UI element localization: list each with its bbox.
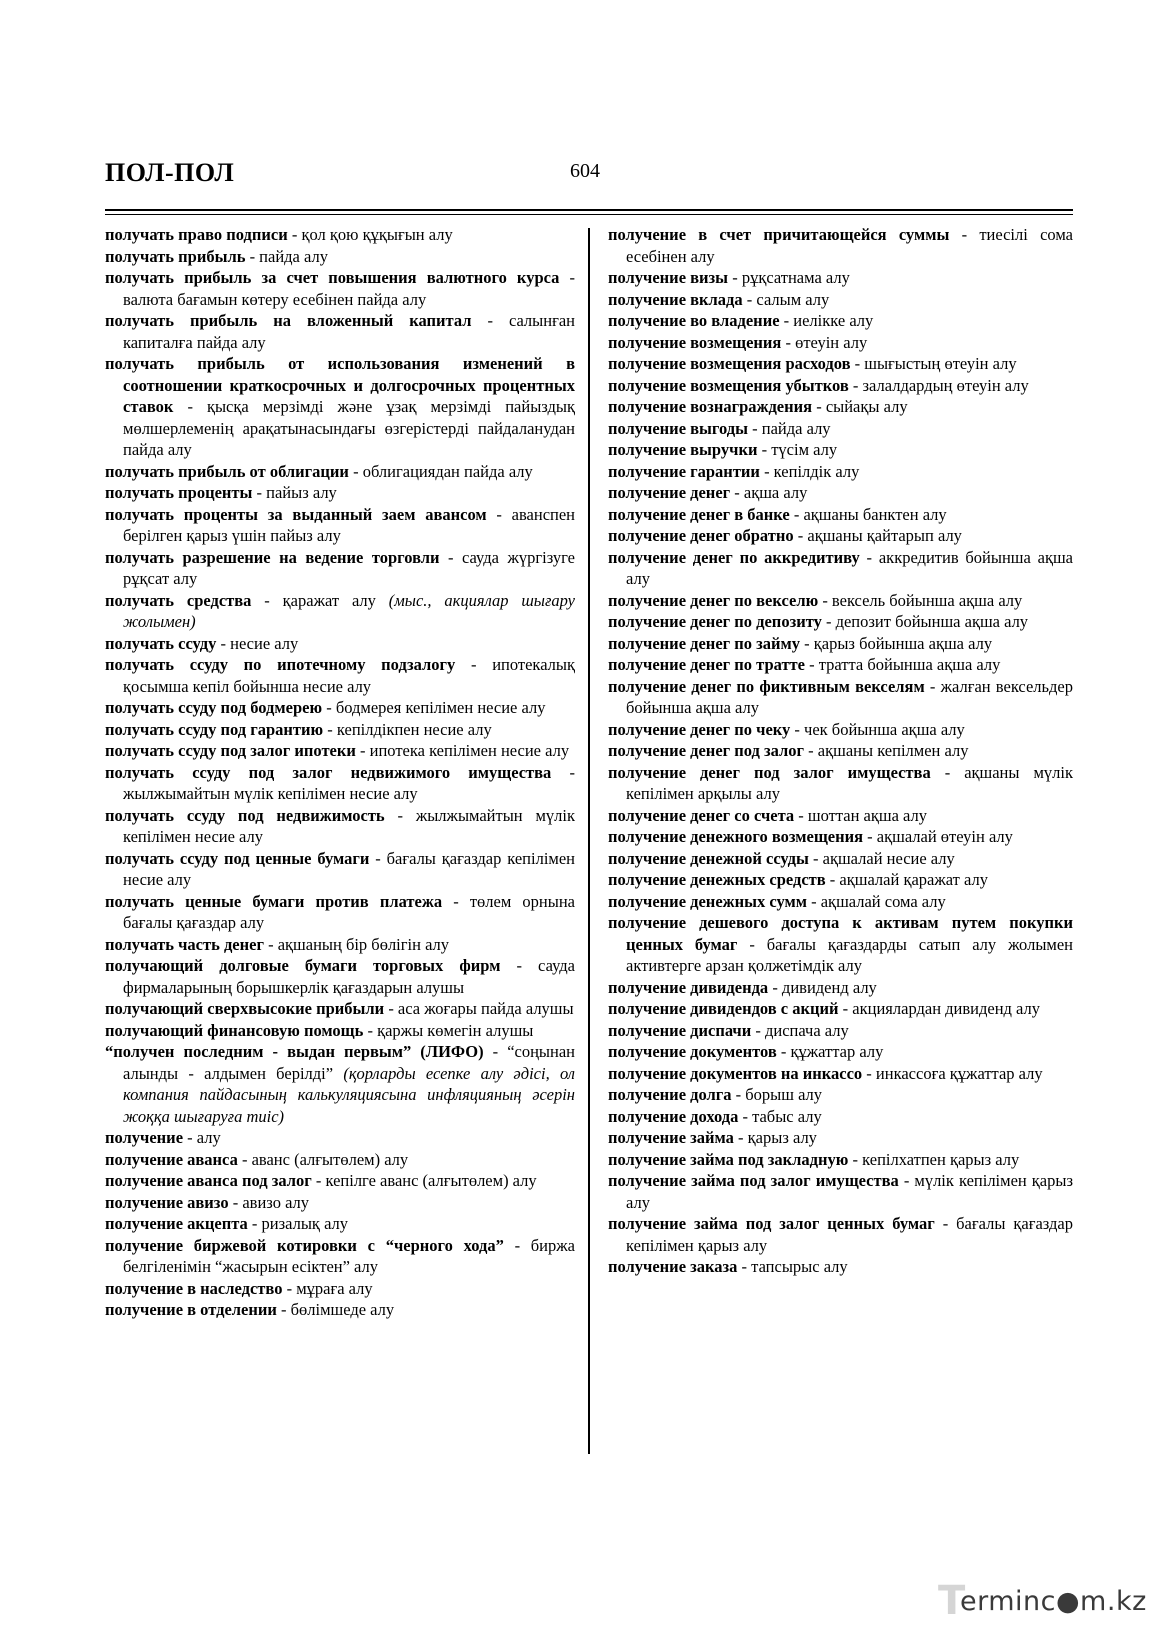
dictionary-entry <box>608 676 1073 719</box>
entry-term: получение дивидендов с акций <box>608 999 839 1018</box>
dictionary-entry <box>608 267 1073 289</box>
dictionary-entry <box>608 310 1073 332</box>
entry-term: получение дохода <box>608 1106 739 1126</box>
entry-term: получать ценные бумаги против платежа <box>105 891 443 911</box>
dictionary-entry <box>608 461 1073 483</box>
entry-term: получать прибыль на вложенный капитал <box>105 311 472 330</box>
entry-term: получать разрешение на ведение торговли <box>105 547 440 567</box>
entry-term: получение возмещения <box>608 332 782 352</box>
right-column <box>608 224 1073 1278</box>
entry-term: получать ссуду по ипотечному подзалогу <box>105 655 456 674</box>
dictionary-entry <box>105 1299 575 1321</box>
header-rule-thick <box>105 209 1073 211</box>
dictionary-entry <box>608 1084 1073 1106</box>
entry-translation: - пайда алу <box>748 418 831 438</box>
entry-translation: - “соңынан алынды - алдымен берілді” <box>123 1042 575 1083</box>
entry-term: получение займа под закладную <box>608 1149 849 1169</box>
dictionary-entry <box>608 439 1073 461</box>
entry-translation: - қаржы көмегін алушы <box>363 1020 534 1040</box>
entry-term: получение денег <box>608 483 731 502</box>
dictionary-entry <box>105 848 575 891</box>
entry-term: получение в наследство <box>105 1278 283 1298</box>
entry-term: получение денег по чеку <box>608 719 791 739</box>
dictionary-entry <box>105 482 575 504</box>
dictionary-entry <box>105 267 575 310</box>
entry-term: получать проценты <box>105 483 253 502</box>
entry-translation: - иелікке алу <box>779 311 874 330</box>
dictionary-entry <box>608 332 1073 354</box>
dictionary-entry <box>608 1127 1073 1149</box>
entry-translation: - ақша алу <box>730 483 808 502</box>
entry-translation: - ипотека кепілімен несие алу <box>355 741 570 760</box>
entry-term: получение денег по депозиту <box>608 612 822 631</box>
entry-term: получать ссуду под залог ипотеки <box>105 741 356 760</box>
entry-term: получение денег под залог имущества <box>608 762 931 782</box>
entry-translation: - ақшалай несие алу <box>808 848 955 868</box>
entry-translation: - ақшаны кепілмен алу <box>804 741 969 760</box>
entry-translation: - сауда фирмаларының борышкерлік қағаздарын алушы <box>123 956 575 997</box>
entry-term: “получен последним - выдан первым” (ЛИФО) <box>105 1042 484 1061</box>
entry-term: получение в отделении <box>105 1300 277 1319</box>
entry-term: получение денег по фиктивным векселям <box>608 676 925 696</box>
entry-term: получение выручки <box>608 440 758 459</box>
dictionary-entry <box>608 482 1073 504</box>
dictionary-entry <box>105 1127 575 1149</box>
entry-translation: - аванспен берілген қарыз үшін пайыз алу <box>123 504 576 545</box>
dictionary-entry <box>105 805 575 848</box>
dictionary-entry <box>608 719 1073 741</box>
entry-term: получать часть денег <box>105 934 264 954</box>
entry-term: получать проценты за выданный заем авансом <box>105 504 487 524</box>
entry-term: получать средства <box>105 590 252 610</box>
dictionary-entry <box>105 934 575 956</box>
entry-translation: - борыш алу <box>731 1085 823 1104</box>
entry-term: получение денег по тратте <box>608 655 805 674</box>
entry-term: получать прибыль за счет повышения валютного курса <box>105 268 560 287</box>
dictionary-entry <box>105 590 575 633</box>
entry-term: получение авизо <box>105 1192 229 1212</box>
entry-term: получение займа под залог ценных бумаг <box>608 1214 935 1233</box>
entry-translation: - қаражат алу <box>251 590 389 610</box>
entry-translation: - қарыз бойынша ақша алу <box>800 633 993 653</box>
dictionary-entry <box>608 762 1073 805</box>
entry-translation: - құжаттар алу <box>776 1042 884 1061</box>
entry-translation: - мұраға алу <box>282 1278 373 1298</box>
dictionary-entry <box>608 740 1073 762</box>
entry-term: получение вознаграждения <box>608 397 813 416</box>
entry-translation: - ипотекалық қосымша кепіл бойынша несие алу <box>123 655 576 696</box>
dictionary-entry <box>608 977 1073 999</box>
entry-translation: - диспача алу <box>751 1020 849 1040</box>
dictionary-entry <box>608 1063 1073 1085</box>
entry-note: (қорларды есепке алу әдісі, ол компания пайдасының калькуляциясына инфляцияның әсерін жоққа шығаруға тиіс) <box>123 1063 576 1126</box>
entry-term: получающий долговые бумаги торговых фирм <box>105 956 501 975</box>
terminkom-logo <box>938 1578 1147 1626</box>
entry-term: получать ссуду под бодмерею <box>105 698 323 717</box>
entry-term: получающий финансовую помощь <box>105 1020 364 1040</box>
dictionary-entry <box>608 1020 1073 1042</box>
entry-term: получение визы <box>608 268 729 287</box>
header-title: ПОЛ-ПОЛ <box>105 158 235 187</box>
entry-term: получение документов на инкассо <box>608 1063 863 1083</box>
entry-term: получение документов <box>608 1042 777 1061</box>
entry-translation: - қол қою құқығын алу <box>287 225 453 244</box>
dictionary-entry <box>608 375 1073 397</box>
dictionary-entry <box>105 1192 575 1214</box>
entry-term: получать ссуду под недвижимость <box>105 805 385 825</box>
dictionary-entry <box>105 461 575 483</box>
entry-translation: - шоттан ақша алу <box>794 805 927 825</box>
entry-translation: - мүлік кепілімен қарыз алу <box>626 1171 1073 1212</box>
dictionary-entry <box>608 590 1073 612</box>
dictionary-entry <box>105 547 575 590</box>
entry-term: получение займа под залог имущества <box>608 1171 899 1190</box>
entry-term: получение выгоды <box>608 418 749 438</box>
entry-translation: - жылжымайтын мүлік кепілімен несие алу <box>123 762 575 803</box>
entry-translation: - дивиденд алу <box>768 977 877 997</box>
dictionary-entry <box>608 998 1073 1020</box>
entry-term: получать прибыль <box>105 246 246 266</box>
entry-term: получать право подписи <box>105 225 288 244</box>
entry-translation: - сауда жүргізуге рұқсат алу <box>123 547 575 588</box>
dictionary-entry <box>608 848 1073 870</box>
entry-term: получение дивиденда <box>608 977 769 997</box>
logo-text: erminc●m.kz <box>960 1586 1147 1617</box>
entry-term: получение денег по аккредитиву <box>608 547 860 567</box>
entry-term: получать прибыль от использования изменений в соотношении краткосрочных и долгосрочных процентных ставок <box>105 354 575 416</box>
entry-translation: - несие алу <box>216 633 299 653</box>
entry-translation: - ақшаны мүлік кепілімен арқылы алу <box>626 762 1074 803</box>
dictionary-entry <box>105 224 575 246</box>
entry-term: получение денежных средств <box>608 870 826 889</box>
dictionary-entry <box>105 353 575 461</box>
entry-translation: - ақшаның бір бөлігін алу <box>263 934 450 954</box>
entry-term: получение гарантии <box>608 461 760 481</box>
dictionary-entry <box>608 547 1073 590</box>
entry-term: получение акцепта <box>105 1214 248 1233</box>
entry-term: получение дешевого доступа к активам путем покупки ценных бумаг <box>608 913 1073 954</box>
entry-translation: - бодмерея кепілімен несие алу <box>322 698 546 717</box>
entry-translation: - бағалы қағаздар кепілімен қарыз алу <box>626 1214 1073 1255</box>
entry-term: получение денег в банке <box>608 504 790 524</box>
entry-translation: - ақшаны банктен алу <box>789 504 947 524</box>
entry-term: получение возмещения расходов <box>608 354 851 373</box>
dictionary-entry <box>105 1020 575 1042</box>
dictionary-entry <box>105 891 575 934</box>
entry-translation: - валюта бағамын көтеру есебінен пайда алу <box>123 268 576 309</box>
entry-term: получать ссуду под ценные бумаги <box>105 848 370 868</box>
entry-translation: - залалдардың өтеуін алу <box>848 375 1029 395</box>
dictionary-entry <box>608 1256 1073 1278</box>
entry-term: получение диспачи <box>608 1020 752 1040</box>
logo-initial: T <box>938 1578 966 1624</box>
entry-term: получение долга <box>608 1085 732 1104</box>
entry-term: получение денег по векселю <box>608 590 819 610</box>
entry-translation: - кепілдікпен несие алу <box>323 719 492 739</box>
entry-translation: - аванс (алғытөлем) алу <box>237 1149 409 1169</box>
entry-term: получать прибыль от облигации <box>105 461 349 481</box>
entry-translation: - пайда алу <box>245 246 328 266</box>
entry-translation: - депозит бойынша ақша алу <box>821 612 1029 631</box>
dictionary-entry <box>105 719 575 741</box>
entry-translation: - облигациядан пайда алу <box>348 461 533 481</box>
entry-term: получение <box>105 1128 184 1147</box>
entry-translation: - кепілге аванс (алғытөлем) алу <box>311 1171 537 1190</box>
entry-translation: - қарыз алу <box>733 1128 817 1147</box>
dictionary-entry <box>105 310 575 353</box>
entry-translation: - бөлімшеде алу <box>276 1300 395 1319</box>
entry-translation: - салым алу <box>742 289 830 309</box>
entry-term: получение денег под залог <box>608 741 805 760</box>
entry-term: получающий сверхвысокие прибыли <box>105 999 385 1018</box>
dictionary-entry <box>105 1041 575 1127</box>
dictionary-entry <box>608 912 1073 977</box>
dictionary-entry <box>105 740 575 762</box>
dictionary-entry <box>105 504 575 547</box>
entry-translation: - тапсырыс алу <box>737 1257 848 1276</box>
entry-term: получение денежного возмещения <box>608 827 864 846</box>
dictionary-entry <box>608 805 1073 827</box>
entry-translation: - вексель бойынша ақша алу <box>818 590 1023 610</box>
entry-term: получение в счет причитающейся суммы <box>608 225 950 244</box>
entry-translation: - ақшалай сома алу <box>806 891 946 911</box>
entry-note: (мыс., акциялар шығару жолымен) <box>123 590 576 631</box>
entry-translation: - сыйақы алу <box>812 397 908 416</box>
entry-translation: - кепілхатпен қарыз алу <box>848 1149 1020 1169</box>
entry-translation: - түсім алу <box>757 440 838 459</box>
entry-translation: - ақшаны қайтарып алу <box>793 526 962 545</box>
entry-term: получать ссуду под гарантию <box>105 719 324 739</box>
entry-translation: - салынған капиталға пайда алу <box>123 311 576 352</box>
entry-term: получение займа <box>608 1128 734 1147</box>
entry-translation: - чек бойынша ақша алу <box>790 719 965 739</box>
entry-term: получение денежных сумм <box>608 891 807 911</box>
dictionary-entry <box>608 1213 1073 1256</box>
entry-translation: - төлем орнына бағалы қағаздар алу <box>123 891 575 932</box>
entry-term: получать ссуду <box>105 633 217 653</box>
dictionary-entry <box>105 1213 575 1235</box>
entry-translation: - шығыстың өтеуін алу <box>850 354 1017 373</box>
entry-term: получение аванса <box>105 1149 238 1169</box>
dictionary-entry <box>105 1278 575 1300</box>
entry-term: получение денег со счета <box>608 805 795 825</box>
dictionary-entry <box>105 955 575 998</box>
column-divider <box>588 228 590 1454</box>
entry-term: получение денежной ссуды <box>608 848 809 868</box>
dictionary-entry <box>105 998 575 1020</box>
entry-translation: - тратта бойынша ақша алу <box>804 655 1001 674</box>
dictionary-entry <box>105 762 575 805</box>
entry-translation: - жылжымайтын мүлік кепілімен несие алу <box>123 805 575 846</box>
entry-term: получать ссуду под залог недвижимого имущества <box>105 762 552 782</box>
dictionary-entry <box>608 1170 1073 1213</box>
header-rule-thin <box>105 214 1073 215</box>
entry-term: получение во владение <box>608 311 780 330</box>
dictionary-entry <box>105 1170 575 1192</box>
dictionary-entry <box>608 396 1073 418</box>
entry-translation: - акциялардан дивиденд алу <box>838 999 1041 1018</box>
dictionary-entry <box>608 504 1073 526</box>
dictionary-entry <box>608 418 1073 440</box>
dictionary-entry <box>608 1149 1073 1171</box>
dictionary-entry <box>105 246 575 268</box>
entry-translation: - ақшалай қаражат алу <box>825 870 988 889</box>
entry-term: получение аванса под залог <box>105 1171 312 1190</box>
dictionary-entry <box>608 224 1073 267</box>
page-header <box>105 158 1073 206</box>
dictionary-entry <box>608 1041 1073 1063</box>
dictionary-entry <box>105 1235 575 1278</box>
entry-translation: - бағалы қағаздарды сатып алу жолымен активтерге арзан қолжетімдік алу <box>626 934 1074 975</box>
entry-translation: - кепілдік алу <box>759 461 860 481</box>
entry-translation: - өтеуін алу <box>781 332 868 352</box>
entry-translation: - алу <box>183 1128 221 1147</box>
dictionary-entry <box>608 869 1073 891</box>
dictionary-entry <box>608 826 1073 848</box>
left-column <box>105 224 575 1321</box>
dictionary-entry <box>105 1149 575 1171</box>
page-number: 604 <box>570 160 600 182</box>
dictionary-entry <box>608 1106 1073 1128</box>
dictionary-entry <box>608 353 1073 375</box>
entry-translation: - авизо алу <box>228 1192 310 1212</box>
dictionary-entry <box>608 525 1073 547</box>
entry-translation: - бағалы қағаздар кепілімен несие алу <box>123 848 575 889</box>
entry-term: получение денег обратно <box>608 526 794 545</box>
dictionary-entry <box>105 633 575 655</box>
entry-translation: - аса жоғары пайда алушы <box>384 999 574 1018</box>
dictionary-entry <box>105 697 575 719</box>
dictionary-entry <box>608 654 1073 676</box>
entry-term: получение биржевой котировки с “черного хода” <box>105 1235 504 1255</box>
entry-translation: - пайыз алу <box>252 483 337 502</box>
entry-term: получение вклада <box>608 289 743 309</box>
entry-translation: - рұқсатнама алу <box>728 268 850 287</box>
dictionary-entry <box>608 891 1073 913</box>
entry-translation: - аккредитив бойынша ақша алу <box>626 547 1073 588</box>
entry-translation: - қысқа мерзімді және ұзақ мерзімді пайыздық мөлшерлеменің арақатынасындағы өзгерістерді пайдаланудан пайда алу <box>123 397 575 459</box>
entry-term: получение возмещения убытков <box>608 375 849 395</box>
entry-translation: - ақшалай өтеуін алу <box>863 827 1013 846</box>
entry-translation: - тиесілі сома есебінен алу <box>626 225 1073 266</box>
dictionary-entry <box>608 611 1073 633</box>
entry-translation: - инкассоға құжаттар алу <box>862 1063 1043 1083</box>
entry-translation: - табыс алу <box>738 1106 822 1126</box>
entry-term: получение денег по займу <box>608 633 801 653</box>
dictionary-entry <box>608 289 1073 311</box>
dictionary-entry <box>608 633 1073 655</box>
dictionary-entry <box>105 654 575 697</box>
entry-term: получение заказа <box>608 1257 738 1276</box>
entry-translation: - биржа белгіленімін “жасырын есіктен” алу <box>123 1235 575 1276</box>
entry-translation: - ризалық алу <box>247 1214 349 1233</box>
entry-translation: - жалған вексельдер бойынша ақша алу <box>626 676 1074 717</box>
